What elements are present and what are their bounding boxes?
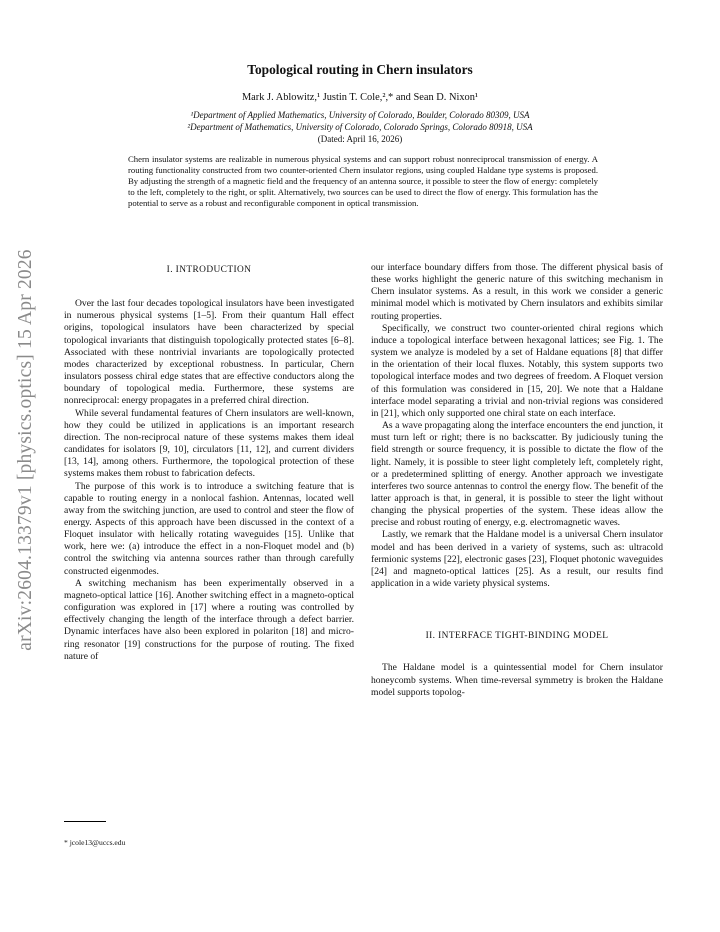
paragraph: The purpose of this work is to introduce a switching feature that is capable to routing energy in a nonlocal fashion. Antennas, located well away from the switching junction, are used to control and steer the flow of energy. Aspects of this approach have been discussed in the context of a Floquet insulator with helically rotating waveguides [15]. Unlike that work, here we: (a) introduce the effect in a non-Floquet model and (b) control the switching via antenna sources rather than through carefully constructed eigenmodes. [64,480,354,577]
right-column [371,262,663,699]
footnote-rule [64,821,106,822]
footnote-email: * jcole13@uccs.edu [64,838,126,847]
abstract: Chern insulator systems are realizable in numerous physical systems and can support robust nonreciprocal transmission of energy. A routing functionality constructed from two counter-oriented Chern insulator regions, using coupled Haldane type systems is proposed. By adjusting the strength of a magnetic field and the frequency of an antenna source, it possible to steer the flow of energy: completely to the left, completely to the right, or split. Alternatively, two sources can be used to direct the flow of energy. This formulation has the potential to serve as a robust and reconfigurable component in optical transmission. [128,154,598,208]
section-heading-model: II. INTERFACE TIGHT-BINDING MODEL [425,631,609,642]
date-line: (Dated: April 16, 2026) [317,134,403,144]
paragraph: Over the last four decades topological insulators have been investigated in numerous physical systems [1–5]. From their quantum Hall effect origins, topological insulators have been characterized by special topological invariants that distinguish topologically protected states [6–8]. Associated with these nontrivial invariants are topologically protected modes characterized by exceptional robustness. In particular, Chern insulators possess chiral edge states that are effective conductors along the boundary of topological media. Furthermore, these systems are nonreciprocal: energy propagates in a preferred chiral direction. [64,298,354,407]
affiliation-1: ¹Department of Applied Mathematics, University of Colorado, Boulder, Colorado 80309, USA [190,110,530,120]
paragraph: As a wave propagating along the interface encounters the end junction, it must turn left or right; there is no backscatter. By judiciously tuning the field strength or source frequency, it is possible to dictate the flow of the light. Namely, it is possible to steer light completely left, completely right, or a predetermined splitting of energy. Another approach we investigate interferes two source antennas to control the energy flow. The benefit of the latter approach is that, in general, it is possible to steer the light without changing the physical properties of the system. These ideas allow the precise and robust routing of energy, e.g. electromagnetic waves. [371,420,663,529]
arxiv-side-stamp [12,250,40,650]
left-column [64,262,354,663]
paragraph: The Haldane model is a quintessential model for Chern insulator honeycomb systems. When time-reversal symmetry is broken the Haldane model supports topolog- [371,662,663,698]
paragraph: A switching mechanism has been experimentally observed in a magneto-optical lattice [16]. Another switching effect in a magneto-optical configuration was explored in [17] where a routing was controlled by effectively changing the length of the interface through a defect barrier. Dynamic interfaces have also been explored in polariton [18] and micro-ring resonator [19] constructions for the purpose of routing. The fixed nature of [64,577,354,662]
arxiv-identifier: arXiv:2604.13379v1 [physics.optics] 15 Apr 2026 [15,249,37,651]
paragraph: Specifically, we construct two counter-oriented chiral regions which induce a topological interface between hexagonal lattices; see Fig. 1. The system we analyze is modeled by a set of Haldane equations [8] that differ in the orientation of their local fluxes. Notably, this system supports two topological interface modes and two degrees of freedom. A Floquet version of this formulation was considered in [15, 20]. We note that a Haldane interface model separating a trivial and non-trivial regions was considered in [21], which only supported one chiral state on each interface. [371,322,663,419]
author-list: Mark J. Ablowitz,¹ Justin T. Cole,²,* and Sean D. Nixon¹ [241,92,479,103]
paragraph: Lastly, we remark that the Haldane model is a universal Chern insulator model and has been derived in a variety of systems, such as: ultracold fermionic systems [22], electronic gases [23], Floquet photonic waveguides [24] and magneto-optical lattices [25]. As a result, our results find application in a wide variety physical systems. [371,529,663,590]
paragraph: While several fundamental features of Chern insulators are well-known, how they could be utilized in applications is an important research direction. The non-reciprocal nature of these systems makes them ideal candidates for isolators [9, 10], circulators [11, 12], and current dividers [13, 14], among others. Furthermore, the topological protection of these systems makes them robust to fabrication defects. [64,407,354,480]
affiliation-2: ²Department of Mathematics, University of Colorado, Colorado Springs, Colorado 80918, USA [187,122,533,132]
paragraph: our interface boundary differs from those. The different physical basis of these works highlight the generic nature of this switching mechanism in Chern insulator systems. As a result, in this work we consider a generic minimal model which is motivated by Chern insulators and exhibits similar routing properties. [371,262,663,322]
section-heading-introduction: I. INTRODUCTION [166,265,252,275]
paper-title: Topological routing in Chern insulators [247,62,473,77]
